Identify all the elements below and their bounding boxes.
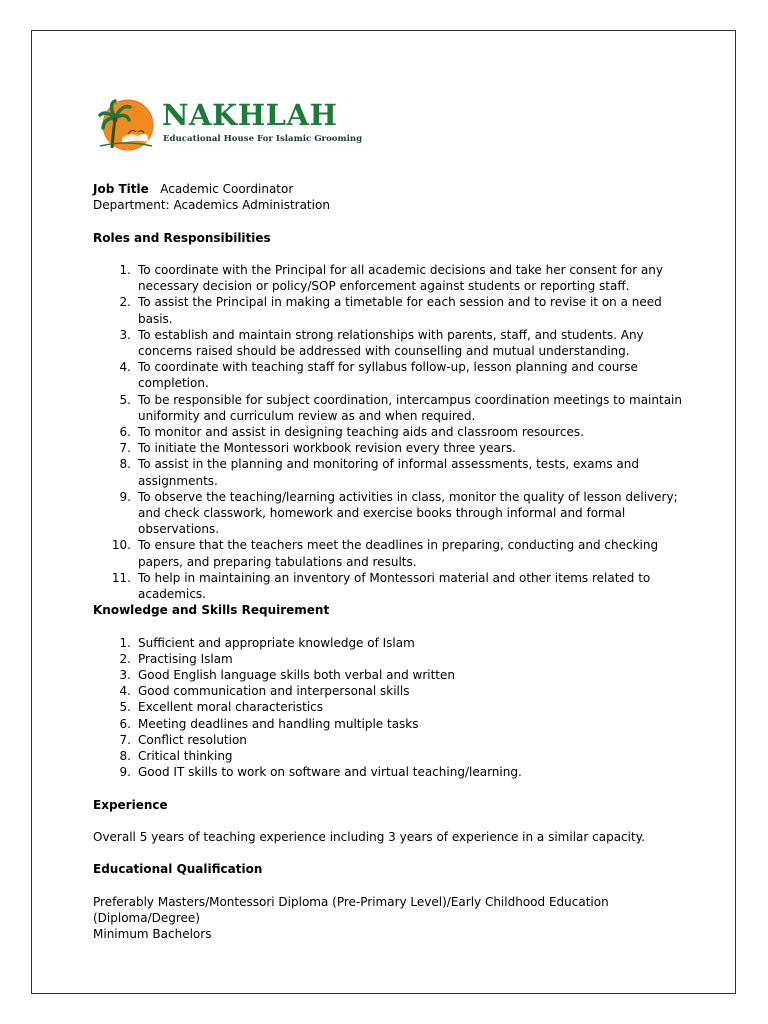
list-item: 6. To monitor and assist in designing teaching aids and classroom resources. — [119, 425, 584, 440]
education-line: (Diploma/Degree) — [93, 911, 200, 926]
brand-name: NAKHLAH — [162, 98, 338, 132]
list-item: 8. Critical thinking — [119, 749, 233, 764]
document-body — [93, 181, 693, 942]
job-title-value: Academic Coordinator — [160, 182, 294, 196]
list-item: 6. Meeting deadlines and handling multiple tasks — [119, 716, 419, 731]
education-line: Preferably Masters/Montessori Diploma (Pre-Primary Level)/Early Childhood Education — [93, 894, 609, 909]
skills-heading: Knowledge and Skills Requirement — [93, 603, 330, 618]
list-item: 2. To assist the Principal in making a timetable for each session and to revise it on a need basis. — [119, 295, 662, 326]
experience-text: Overall 5 years of teaching experience including 3 years of experience in a similar capacity. — [93, 830, 645, 845]
skills-list — [93, 635, 693, 781]
job-title-label: Job Title — [93, 182, 149, 196]
list-item: 7. Conflict resolution — [119, 732, 247, 747]
roles-heading: Roles and Responsibilities — [93, 230, 271, 245]
list-item: 5. To be responsible for subject coordination, intercampus coordination meetings to maintain uniformity and curriculum review as and when required. — [119, 392, 682, 423]
nakhlah-logo — [98, 98, 363, 152]
education-line: Minimum Bachelors — [93, 927, 212, 942]
list-item: 2. Practising Islam — [119, 651, 233, 666]
list-item: 3. Good English language skills both verbal and written — [119, 668, 456, 683]
list-item: 9. Good IT skills to work on software and virtual teaching/learning. — [119, 765, 522, 780]
list-item: 8. To assist in the planning and monitoring of informal assessments, tests, exams and assignments. — [119, 457, 639, 488]
job-title-line — [93, 181, 693, 197]
list-item: 3. To establish and maintain strong relationships with parents, staff, and students. Any concerns raised should be addressed with counselling and mutual understanding. — [119, 327, 644, 358]
palm-tree-sun-icon — [98, 98, 154, 152]
roles-list — [93, 262, 693, 602]
list-item: 4. To coordinate with teaching staff for syllabus follow-up, lesson planning and course completion. — [119, 360, 638, 391]
education-heading: Educational Qualification — [93, 862, 263, 877]
experience-heading: Experience — [93, 797, 168, 812]
list-item: 4. Good communication and interpersonal skills — [119, 684, 410, 699]
list-item: 5. Excellent moral characteristics — [119, 700, 324, 715]
list-item: 11. To help in maintaining an inventory of Montessori material and other items related to academics. — [111, 570, 651, 602]
list-item: 10. To ensure that the teachers meet the deadlines in preparing, conducting and checking papers, and preparing tabulations and results. — [111, 538, 659, 569]
list-item: 9. To observe the teaching/learning activities in class, monitor the quality of lesson delivery; and check classwork, homework and exercise books through informal and formal observations. — [119, 489, 678, 537]
list-item: 1. To coordinate with the Principal for all academic decisions and take her consent for any necessary decision or policy/SOP enforcement against students or reporting staff. — [119, 262, 663, 294]
brand-tagline: Educational House For Islamic Grooming — [163, 134, 363, 144]
list-item: 7. To initiate the Montessori workbook revision every three years. — [119, 441, 516, 456]
list-item: 1. Sufficient and appropriate knowledge of Islam — [119, 635, 415, 650]
department-line: Department: Academics Administration — [93, 198, 330, 213]
